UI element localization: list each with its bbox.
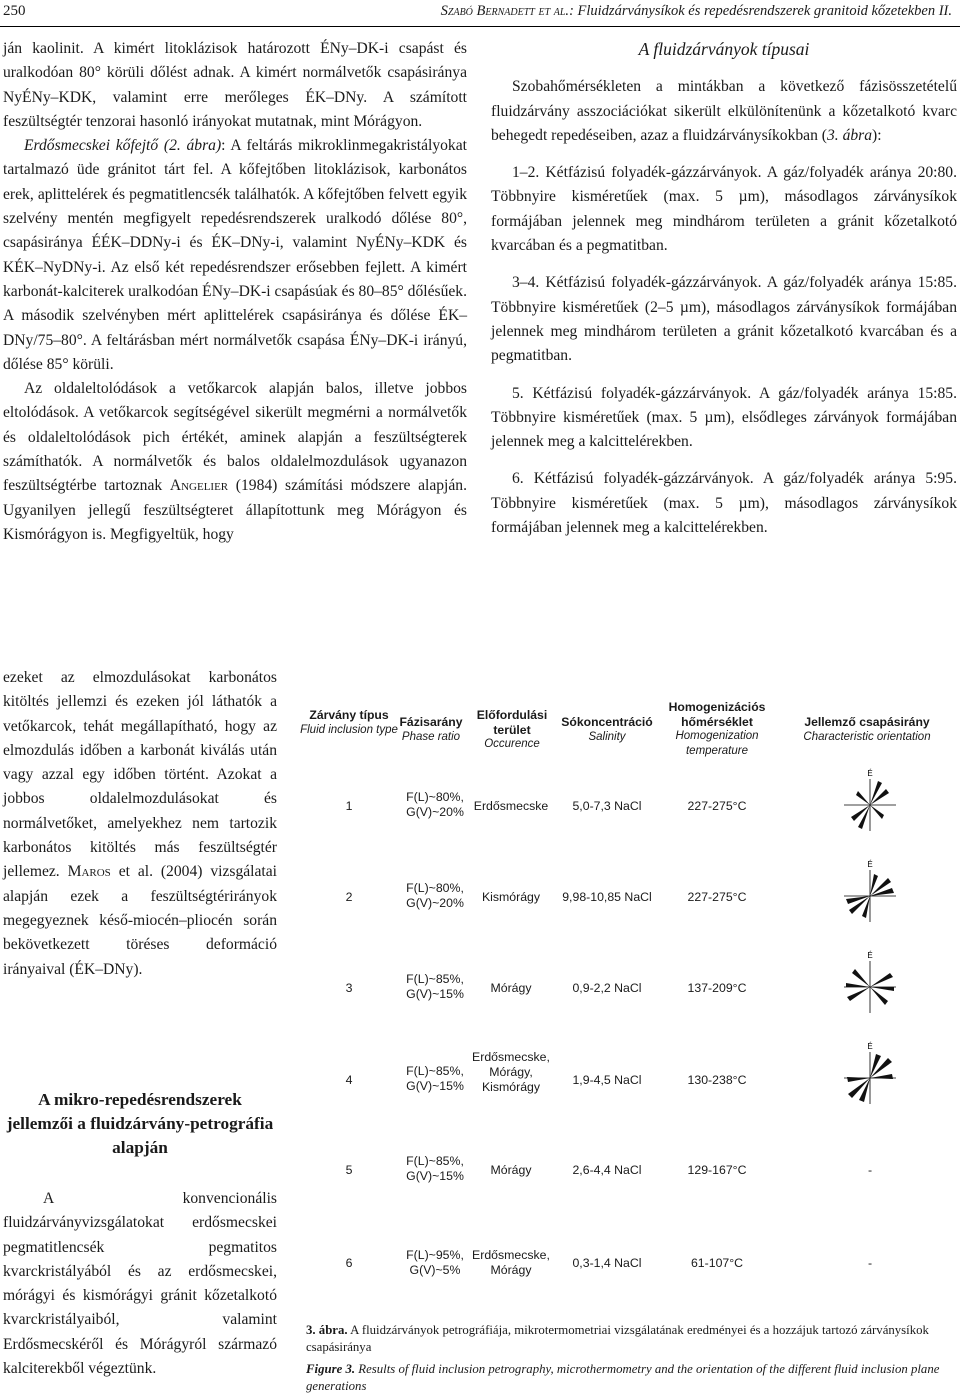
row-6-orientation: - bbox=[867, 1256, 873, 1270]
right-column-heading: A fluidzárványok típusai bbox=[638, 39, 810, 59]
paragraph-3-part-b: (1984) számítási módszere alapján. Ugyanilyen jellegű feszültségteret állapítottunk meg Mórágyon és Kismórágyon is. Megfigyeltük, hogy bbox=[3, 477, 467, 543]
row-2-phase bbox=[394, 881, 476, 911]
row-1-salinity: 5,0-7,3 NaCl bbox=[572, 799, 642, 813]
inclusion-type-5: 5. Kétfázisú folyadék-gázzárványok. A gáz/folyadék aránya 15:85. Többnyire kisméretűek (max. 5 µm), elsődleges zárványok formájában jelennek meg a kalcittelérekben. bbox=[491, 384, 957, 451]
row-5-orientation: - bbox=[867, 1163, 873, 1177]
inclusion-type-3-4: 3–4. Kétfázisú folyadék-gázzárványok. A gáz/folyadék aránya 15:85. Többnyire kisméretűek (2–5 µm), másodlagos zárványsíkok formájában jelennek meg mindhárom területen a gránit kőzetalkotó kvarcában és a pegmatitban. bbox=[491, 274, 957, 365]
inclusion-type-6: 6. Kétfázisú folyadék-gázzárványok. A gáz/folyadék aránya 5:95. Többnyire kisméretűek (max. 5 µm), másodlagos zárványsíkok formájában jelennek meg a kalcittelérekben. bbox=[491, 470, 957, 537]
header-occurence bbox=[472, 708, 552, 752]
row-3-occurence: Mórágy bbox=[490, 981, 532, 995]
header-temperature bbox=[662, 700, 772, 758]
row-6-occurence: Erdősmecske, Mórágy bbox=[472, 1248, 550, 1277]
row-6-phase-liquid: F(L)~95%, bbox=[406, 1248, 464, 1262]
rose-diagram-row-2 bbox=[834, 858, 906, 930]
row-3-type: 3 bbox=[345, 981, 353, 995]
row-2-temperature: 227-275°C bbox=[687, 890, 747, 904]
row-4-phase bbox=[394, 1064, 476, 1094]
paragraph-3-part-a: Az oldaleltolódások a vetőkarcok alapján balos, illetve jobbos eltolódások. A vetőkarcok segítségével sikerült megmérni a normálvetők és oldaleltolódások pich értékét, aminek alapján a feszültségterek számíthatók. A normálvetők és balos oldalelmozdulások ugyanazon feszültségtérbe tartoznak bbox=[3, 380, 467, 495]
paragraph-1: ján kaolinit. A kimért litoklázisok határozott ÉNy–DK-i csapást és uralkodóan 80° körüli dőlést adnak. A kimért normálvetők csapásiránya NyÉNy–KDK, valamint erre merőleges ÉK–DNy. A számított feszültségtér tenzorai hasonló irányokat mutatnak, mint Mórágyon. bbox=[3, 40, 467, 130]
rose-diagram-row-1 bbox=[834, 767, 906, 839]
rose-north-label: É bbox=[867, 860, 873, 869]
row-1-temperature: 227-275°C bbox=[687, 799, 747, 813]
header-phase-en: Phase ratio bbox=[401, 730, 461, 743]
caption-hu-label: 3. ábra. bbox=[306, 1323, 348, 1337]
row-5-phase-liquid: F(L)~85%, bbox=[406, 1154, 464, 1168]
row-1-occurence: Erdősmecske bbox=[473, 799, 549, 813]
row-4-salinity: 1,9-4,5 NaCl bbox=[572, 1073, 642, 1087]
rose-diagram-row-3 bbox=[834, 949, 906, 1021]
row-5-phase-vapour: G(V)~15% bbox=[406, 1169, 464, 1183]
wrapped-paragraph-part-b: et al. (2004) vizsgálatai alapján ezek a feszültségtérirányok megegyeznek késő-miocén–pliocén során bekövetkezett töréses deformáció irányaival (ÉK–DNy). bbox=[3, 863, 277, 978]
row-4-temperature: 130-238°C bbox=[687, 1073, 747, 1087]
running-title-author: Szabó Bernadett et al. bbox=[440, 3, 570, 19]
right-intro-ref: 3. ábra bbox=[826, 126, 873, 144]
paragraph-3 bbox=[3, 377, 467, 547]
row-4-phase-liquid: F(L)~85%, bbox=[406, 1064, 464, 1078]
row-5-phase bbox=[394, 1154, 476, 1184]
rose-north-label: É bbox=[867, 951, 873, 960]
header-type bbox=[300, 708, 398, 737]
header-occurence-en: Occurence bbox=[484, 738, 540, 750]
reference-maros: Maros bbox=[67, 863, 111, 881]
header-phase-hu: Fázisarány bbox=[399, 715, 463, 729]
header-rule bbox=[0, 26, 960, 27]
caption-hu-text: A fluidzárványok petrográfiája, mikrotermometriai vizsgálatának eredményei és a hozzájuk tartozó zárványsíkok csapásiránya bbox=[306, 1323, 929, 1354]
caption-english bbox=[306, 1361, 960, 1395]
row-2-phase-liquid: F(L)~80%, bbox=[406, 881, 464, 895]
row-3-phase-liquid: F(L)~85%, bbox=[406, 972, 464, 986]
row-3-phase bbox=[394, 972, 476, 1002]
row-2-salinity: 9,98-10,85 NaCl bbox=[562, 890, 652, 904]
row-3-salinity: 0,9-2,2 NaCl bbox=[572, 981, 642, 995]
row-6-type: 6 bbox=[345, 1256, 353, 1270]
row-5-temperature: 129-167°C bbox=[687, 1163, 747, 1177]
row-1-type: 1 bbox=[345, 799, 353, 813]
row-1-phase-liquid: F(L)~80%, bbox=[406, 790, 464, 804]
caption-en-text: Results of fluid inclusion petrography, microthermometry and the orientation of the different fluid inclusion plane generations bbox=[306, 1362, 940, 1393]
header-phase bbox=[388, 715, 474, 744]
rose-north-label: É bbox=[867, 769, 873, 778]
row-5-type: 5 bbox=[345, 1163, 353, 1177]
row-2-occurence: Kismórágy bbox=[481, 890, 541, 904]
row-4-type: 4 bbox=[345, 1073, 353, 1087]
paragraph-2 bbox=[3, 134, 467, 377]
header-occurence-hu: Előfordulási terület bbox=[476, 708, 548, 737]
paragraph-2-lead: Erdősmecskei kőfejtő (2. ábra) bbox=[24, 137, 222, 155]
paragraph-4: A konvencionális fluidzárványvizsgálatokat erdősmecskei pegmatitlencsék pegmatitos kvarckristályából és az erdősmecskei, mórágyi és kismórágyi gránit kőzetalkotó kvarckristályaiból, valamint Erdősmecskéről és Mórágyról származó kalciterekből végeztünk. bbox=[3, 1190, 277, 1378]
row-4-phase-vapour: G(V)~15% bbox=[406, 1079, 464, 1093]
header-orientation-hu: Jellemző csapásirány bbox=[804, 715, 930, 729]
header-salinity-hu: Sókoncentráció bbox=[561, 715, 653, 729]
row-2-phase-vapour: G(V)~20% bbox=[406, 896, 464, 910]
caption-en-label: Figure 3. bbox=[306, 1362, 356, 1376]
header-salinity-en: Salinity bbox=[588, 730, 626, 743]
paragraph-2-body: : A feltárás mikroklinmegakristályokat tartalmazó üde gránitot tárt fel. A kőfejtőben litoklázisok, karbonátos erek, aplittelérek és pegmatitlencsék találhatók. A kőfejtőben felvett egyik szelvény mentén megfigyelt repedésrendszerek uralkodó dőlése 80°, csapásiránya ÉÉK–DDNy-i és ÉK–DNy-i, valamint NyÉNy–KDK és KÉK–NyDNy-i. Az első két repedésrendszer erősebben fejlett. A kimért karbonát-kalciterek uralkodóan ÉNy–DK-i csapásúak és 80–85° dőlésűek. A második szelvényben mért aplittelérek csapásiránya és dőlése ÉK–DNy/75–80°. A feltárásban mért normálvetők csapása ÉNy–DK-i irányú, dőlése 85° körüli. bbox=[3, 137, 467, 373]
inclusion-type-1-2: 1–2. Kétfázisú folyadék-gázzárványok. A gáz/folyadék aránya 20:80. Többnyire kisméretűek (max. 5 µm), másodlagos zárványsíkok formájában jelennek meg mindhárom területen a gránit kőzetalkotó kvarcában és a pegmatitban. bbox=[491, 164, 957, 255]
page-number: 250 bbox=[3, 3, 26, 19]
row-6-salinity: 0,3-1,4 NaCl bbox=[572, 1256, 642, 1270]
rose-north-label: É bbox=[867, 1042, 873, 1051]
row-2-type: 2 bbox=[345, 890, 353, 904]
header-salinity bbox=[552, 715, 662, 744]
header-orientation-en: Characteristic orientation bbox=[803, 730, 931, 743]
wrapped-paragraph-part-a: ezeket az elmozdulásokat karbonátos kitöltés jellemzi és ezeken jól láthatók a vetőkarcok, tehát megállapítható, hogy az elmozdulás időben a karbonát kiválás után vagy azzal egy időben történt. Azokat a jobbos oldalelmozdulásokat és normálvetőket, amelyekhez nem tartozik karbonátos kitöltés más feszültségtér jellemez. bbox=[3, 669, 277, 881]
section-heading: A mikro-repedésrendszerek jellemzői a fluidzárvány-petrográfia alapján bbox=[6, 1090, 274, 1157]
page-header bbox=[0, 0, 960, 26]
row-4-occurence: Erdősmecske, Mórágy, Kismórágy bbox=[472, 1050, 550, 1094]
left-column-upper bbox=[3, 37, 467, 547]
row-3-phase-vapour: G(V)~15% bbox=[406, 987, 464, 1001]
running-title-rest: : Fluidzárványsíkok és repedésrendszerek granitoid kőzetekben II. bbox=[569, 3, 952, 19]
row-5-occurence: Mórágy bbox=[490, 1163, 532, 1177]
figure-caption bbox=[306, 1322, 960, 1400]
reference-angelier: Angelier bbox=[169, 477, 229, 495]
figure-3-table bbox=[300, 693, 960, 1313]
left-column-lower bbox=[3, 1187, 277, 1381]
row-1-phase-vapour: G(V)~20% bbox=[406, 805, 464, 819]
rose-diagram-row-4 bbox=[834, 1040, 906, 1112]
row-6-phase bbox=[394, 1248, 476, 1278]
row-5-salinity: 2,6-4,4 NaCl bbox=[572, 1163, 642, 1177]
header-orientation bbox=[774, 715, 960, 744]
header-temperature-hu: Homogenizációs hőmérséklet bbox=[668, 700, 766, 729]
right-intro bbox=[491, 75, 957, 148]
right-intro-part-a: Szobahőmérsékleten a mintákban a következő fázisösszetételű fluidzárvány asszociációkat sikerült elkülönítenünk a kőzetalkotó kvarc behegedt repedéseiben, azaz a fluidzárványsíkokban ( bbox=[491, 78, 957, 144]
header-type-en: Fluid inclusion type bbox=[300, 723, 398, 736]
right-intro-part-b: ): bbox=[872, 126, 882, 144]
header-temperature-en: Homogenization temperature bbox=[675, 730, 759, 757]
row-6-phase-vapour: G(V)~5% bbox=[409, 1263, 461, 1277]
running-title bbox=[441, 3, 952, 20]
header-type-hu: Zárvány típus bbox=[309, 708, 389, 722]
caption-hungarian bbox=[306, 1322, 960, 1356]
row-6-temperature: 61-107°C bbox=[690, 1256, 744, 1270]
right-column bbox=[491, 37, 957, 540]
row-3-temperature: 137-209°C bbox=[687, 981, 747, 995]
row-1-phase bbox=[394, 790, 476, 820]
wrapped-paragraph bbox=[3, 666, 277, 982]
